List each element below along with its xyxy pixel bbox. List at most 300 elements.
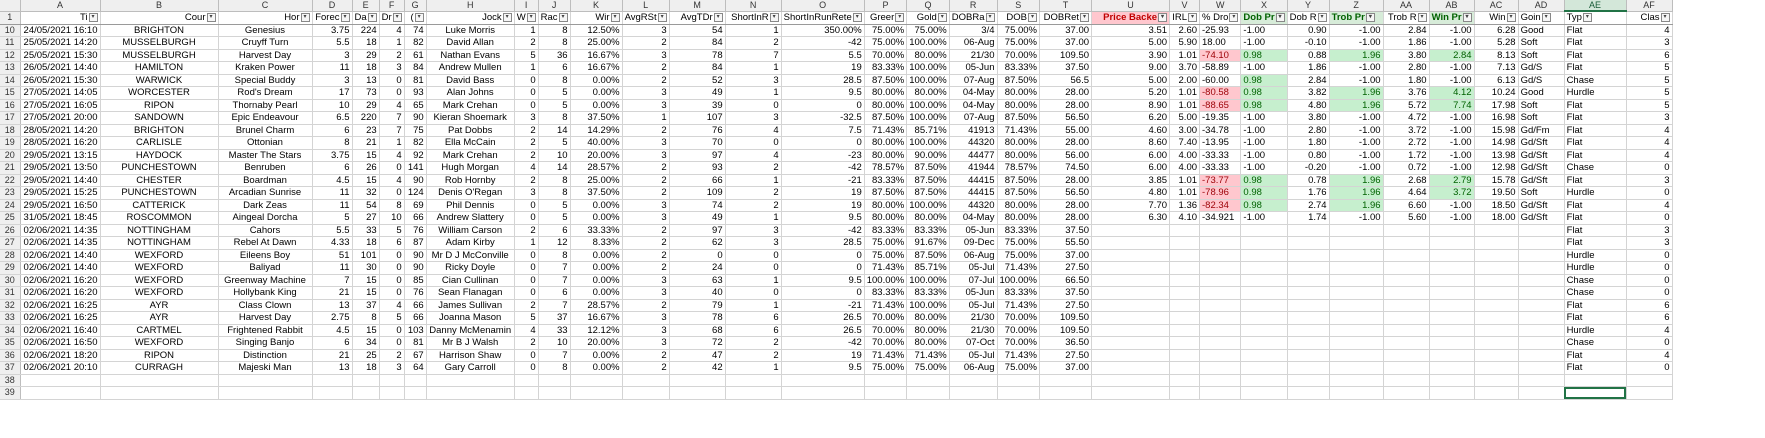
cell[interactable] — [1518, 312, 1564, 325]
cell[interactable]: 19.50 — [1474, 187, 1518, 200]
cell[interactable]: 40.00% — [570, 137, 622, 150]
cell[interactable]: -34.78 — [1200, 124, 1241, 137]
cell[interactable]: 5.00 — [1170, 112, 1200, 125]
cell[interactable] — [622, 387, 669, 400]
cell[interactable]: 76 — [404, 287, 426, 300]
cell[interactable]: 21 — [352, 137, 379, 150]
cell[interactable] — [1429, 387, 1474, 400]
cell[interactable]: Distinction — [218, 349, 312, 362]
cell[interactable]: 80.00% — [864, 199, 907, 212]
cell[interactable]: 33 — [538, 324, 570, 337]
cell[interactable] — [1626, 374, 1672, 387]
cell[interactable]: 90 — [404, 262, 426, 275]
cell[interactable] — [1287, 312, 1329, 325]
cell[interactable]: 2 — [622, 187, 669, 200]
cell[interactable]: 71.43% — [997, 299, 1040, 312]
cell[interactable]: 54 — [669, 24, 725, 37]
header-cell[interactable] — [1040, 11, 1092, 24]
cell[interactable]: Chase — [1564, 74, 1626, 87]
column-header-f[interactable]: F — [379, 0, 404, 11]
cell[interactable]: 1.76 — [1287, 187, 1329, 200]
cell[interactable]: Flat — [1564, 212, 1626, 225]
cell[interactable]: 4 — [725, 149, 781, 162]
cell[interactable]: 75.00% — [997, 362, 1040, 375]
cell[interactable] — [1241, 349, 1287, 362]
cell[interactable] — [864, 387, 907, 400]
cell[interactable]: 2 — [514, 224, 538, 237]
cell[interactable]: Flat — [1564, 37, 1626, 50]
cell[interactable]: 24 — [669, 262, 725, 275]
cell[interactable]: Gd/Sft — [1518, 212, 1564, 225]
cell[interactable]: 05-Jun — [949, 287, 997, 300]
cell[interactable]: Hurdle — [1564, 87, 1626, 100]
cell[interactable] — [1429, 274, 1474, 287]
cell[interactable]: 66 — [669, 174, 725, 187]
cell[interactable] — [1474, 312, 1518, 325]
cell[interactable]: 4.80 — [1287, 99, 1329, 112]
cell[interactable]: 0 — [1626, 337, 1672, 350]
cell[interactable]: 7.70 — [1092, 199, 1170, 212]
cell[interactable]: 224 — [352, 24, 379, 37]
cell[interactable] — [725, 387, 781, 400]
header-cell[interactable] — [1329, 11, 1383, 24]
cell[interactable]: 2 — [514, 337, 538, 350]
cell[interactable]: 71.43% — [864, 124, 907, 137]
cell[interactable]: Cruyff Turn — [218, 37, 312, 50]
cell[interactable]: 80.00% — [907, 324, 950, 337]
cell[interactable]: Harrison Shaw — [426, 349, 514, 362]
cell[interactable]: 28.57% — [570, 162, 622, 175]
cell[interactable]: 75.00% — [907, 362, 950, 375]
cell[interactable]: 3 — [312, 74, 352, 87]
cell[interactable]: 0 — [1626, 287, 1672, 300]
cell[interactable]: -1.00 — [1241, 162, 1287, 175]
column-header-t[interactable]: T — [1040, 0, 1092, 11]
cell[interactable]: 7.74 — [1429, 99, 1474, 112]
cell[interactable]: 5 — [379, 224, 404, 237]
cell[interactable]: -32.5 — [781, 112, 864, 125]
cell[interactable]: 11 — [312, 187, 352, 200]
cell[interactable] — [404, 374, 426, 387]
cell[interactable]: William Carson — [426, 224, 514, 237]
cell[interactable]: 9.5 — [781, 212, 864, 225]
row-header[interactable]: 26 — [0, 224, 20, 237]
cell[interactable]: -60.00 — [1200, 74, 1241, 87]
header-cell[interactable] — [1626, 11, 1672, 24]
cell[interactable]: 69 — [404, 199, 426, 212]
cell[interactable]: 1 — [725, 362, 781, 375]
cell[interactable] — [426, 387, 514, 400]
cell[interactable] — [1200, 337, 1241, 350]
column-header-d[interactable]: D — [312, 0, 352, 11]
filter-dropdown-icon[interactable]: ▾ — [207, 13, 216, 22]
cell[interactable]: 02/06/2021 20:10 — [20, 362, 100, 375]
cell[interactable]: -88.65 — [1200, 99, 1241, 112]
cell[interactable]: 100.00% — [907, 74, 950, 87]
cell[interactable]: 90 — [404, 112, 426, 125]
cell[interactable]: 2 — [622, 174, 669, 187]
filter-dropdown-icon[interactable]: ▾ — [1583, 13, 1592, 22]
filter-dropdown-icon[interactable]: ▾ — [1507, 13, 1516, 22]
cell[interactable]: 19 — [781, 187, 864, 200]
cell[interactable] — [1564, 387, 1626, 400]
cell[interactable]: 80.00% — [907, 312, 950, 325]
cell[interactable]: 75.00% — [864, 249, 907, 262]
column-header-c[interactable]: C — [218, 0, 312, 11]
cell[interactable]: Majeski Man — [218, 362, 312, 375]
cell[interactable]: 87.50% — [907, 174, 950, 187]
column-header-ad[interactable]: AD — [1518, 0, 1564, 11]
column-header-ab[interactable]: AB — [1429, 0, 1474, 11]
header-cell[interactable] — [1170, 11, 1200, 24]
row-header[interactable]: 27 — [0, 237, 20, 250]
column-header-x[interactable]: X — [1241, 0, 1287, 11]
cell[interactable]: 7.40 — [1170, 137, 1200, 150]
cell[interactable] — [1287, 274, 1329, 287]
cell[interactable] — [1092, 224, 1170, 237]
filter-dropdown-icon[interactable]: ▾ — [415, 13, 424, 22]
cell[interactable]: 83.33% — [997, 224, 1040, 237]
cell[interactable]: Chase — [1564, 337, 1626, 350]
column-header-g[interactable]: G — [404, 0, 426, 11]
cell[interactable]: 5 — [312, 212, 352, 225]
cell[interactable]: 0.98 — [1241, 87, 1287, 100]
cell[interactable]: 52 — [669, 74, 725, 87]
cell[interactable]: 13.98 — [1474, 149, 1518, 162]
cell[interactable]: Phil Dennis — [426, 199, 514, 212]
cell[interactable] — [1474, 299, 1518, 312]
column-header-a[interactable]: A — [20, 0, 100, 11]
cell[interactable]: 41913 — [949, 124, 997, 137]
cell[interactable]: 5 — [538, 199, 570, 212]
cell[interactable]: Kieran Shoemark — [426, 112, 514, 125]
cell[interactable]: 26/05/2021 15:30 — [20, 74, 100, 87]
cell[interactable]: BRIGHTON — [100, 24, 218, 37]
cell[interactable]: 7 — [725, 49, 781, 62]
cell[interactable]: Pat Dobbs — [426, 124, 514, 137]
cell[interactable]: Class Clown — [218, 299, 312, 312]
cell[interactable]: 31/05/2021 18:45 — [20, 212, 100, 225]
cell[interactable] — [864, 374, 907, 387]
cell[interactable]: PUNCHESTOWN — [100, 162, 218, 175]
cell[interactable]: 02/06/2021 16:40 — [20, 324, 100, 337]
column-header-aa[interactable]: AA — [1383, 0, 1429, 11]
header-cell[interactable] — [781, 11, 864, 24]
row-header[interactable]: 10 — [0, 24, 20, 37]
header-cell[interactable] — [538, 11, 570, 24]
cell[interactable]: 28.5 — [781, 237, 864, 250]
cell[interactable]: Hurdle — [1564, 262, 1626, 275]
cell[interactable] — [1329, 324, 1383, 337]
cell[interactable]: 02/06/2021 14:40 — [20, 262, 100, 275]
cell[interactable]: 0 — [514, 287, 538, 300]
cell[interactable]: 0.98 — [1241, 199, 1287, 212]
cell[interactable]: -25.93 — [1200, 24, 1241, 37]
cell[interactable] — [1474, 287, 1518, 300]
cell[interactable]: 70.00% — [997, 312, 1040, 325]
cell[interactable]: Rebel At Dawn — [218, 237, 312, 250]
cell[interactable]: 21 — [312, 287, 352, 300]
cell[interactable]: -34.921 — [1200, 212, 1241, 225]
cell[interactable] — [20, 387, 100, 400]
cell[interactable]: 75 — [404, 124, 426, 137]
cell[interactable]: 1.01 — [1170, 174, 1200, 187]
cell[interactable]: -1.00 — [1241, 149, 1287, 162]
cell[interactable]: 17.98 — [1474, 99, 1518, 112]
cell[interactable]: Frightened Rabbit — [218, 324, 312, 337]
filter-dropdown-icon[interactable]: ▾ — [1366, 13, 1375, 22]
cell[interactable]: 100.00% — [864, 274, 907, 287]
cell[interactable]: 44477 — [949, 149, 997, 162]
cell[interactable] — [1241, 249, 1287, 262]
cell[interactable]: 6.60 — [1383, 199, 1429, 212]
cell[interactable]: -1.00 — [1329, 137, 1383, 150]
cell[interactable]: 80.00% — [997, 199, 1040, 212]
cell[interactable]: 25/05/2021 14:20 — [20, 37, 100, 50]
cell[interactable]: Flat — [1564, 299, 1626, 312]
cell[interactable]: 79 — [669, 299, 725, 312]
cell[interactable]: 18.00 — [1200, 37, 1241, 50]
select-all-corner[interactable] — [0, 0, 20, 11]
cell[interactable] — [1092, 287, 1170, 300]
cell[interactable] — [312, 387, 352, 400]
cell[interactable]: 15 — [352, 324, 379, 337]
cell[interactable]: 2 — [622, 349, 669, 362]
cell[interactable] — [1329, 374, 1383, 387]
cell[interactable]: -42 — [781, 224, 864, 237]
cell[interactable]: Eileens Boy — [218, 249, 312, 262]
filter-dropdown-icon[interactable]: ▾ — [393, 13, 402, 22]
cell[interactable]: 2.72 — [1383, 137, 1429, 150]
cell[interactable]: 101 — [352, 249, 379, 262]
row-header-1[interactable]: 1 — [0, 11, 20, 24]
cell[interactable]: 0.00% — [570, 87, 622, 100]
cell[interactable]: 87.50% — [997, 74, 1040, 87]
cell[interactable]: -0.20 — [1287, 162, 1329, 175]
cell[interactable]: 0 — [1626, 274, 1672, 287]
cell[interactable]: 41944 — [949, 162, 997, 175]
cell[interactable]: Soft — [1518, 187, 1564, 200]
cell[interactable]: 83.33% — [864, 224, 907, 237]
cell[interactable]: 1 — [725, 24, 781, 37]
cell[interactable] — [1474, 374, 1518, 387]
cell[interactable]: 37.50 — [1040, 62, 1092, 75]
cell[interactable] — [1241, 312, 1287, 325]
header-cell[interactable] — [1518, 11, 1564, 24]
cell[interactable]: 9.5 — [781, 362, 864, 375]
cell[interactable] — [352, 374, 379, 387]
cell[interactable]: 6 — [538, 224, 570, 237]
cell[interactable]: 2.60 — [1170, 24, 1200, 37]
cell[interactable] — [1383, 337, 1429, 350]
cell[interactable]: 1.01 — [1170, 87, 1200, 100]
cell[interactable]: Chase — [1564, 274, 1626, 287]
cell[interactable]: -33.33 — [1200, 149, 1241, 162]
cell[interactable]: 82 — [404, 137, 426, 150]
cell[interactable]: HAYDOCK — [100, 149, 218, 162]
cell[interactable]: 2 — [622, 74, 669, 87]
row-header[interactable]: 25 — [0, 212, 20, 225]
cell[interactable]: 66 — [404, 312, 426, 325]
cell[interactable] — [907, 387, 950, 400]
cell[interactable]: 3 — [622, 87, 669, 100]
cell[interactable]: 8.33% — [570, 237, 622, 250]
row-header[interactable]: 11 — [0, 37, 20, 50]
column-header-h[interactable]: H — [426, 0, 514, 11]
cell[interactable]: 26.5 — [781, 312, 864, 325]
cell[interactable]: RIPON — [100, 99, 218, 112]
cell[interactable]: 15 — [352, 274, 379, 287]
cell[interactable]: 3.75 — [312, 149, 352, 162]
cell[interactable] — [1200, 362, 1241, 375]
cell[interactable] — [1329, 312, 1383, 325]
cell[interactable]: 71.43% — [864, 349, 907, 362]
cell[interactable]: -1.00 — [1241, 137, 1287, 150]
cell[interactable]: 80.00% — [997, 212, 1040, 225]
cell[interactable]: 56.5 — [1040, 74, 1092, 87]
cell[interactable]: 0 — [379, 337, 404, 350]
cell[interactable] — [781, 374, 864, 387]
cell[interactable]: ROSCOMMON — [100, 212, 218, 225]
cell[interactable]: 7 — [538, 262, 570, 275]
cell[interactable]: -21 — [781, 299, 864, 312]
cell[interactable]: Hurdle — [1564, 187, 1626, 200]
cell[interactable] — [1287, 237, 1329, 250]
row-header[interactable]: 37 — [0, 362, 20, 375]
row-header[interactable]: 35 — [0, 337, 20, 350]
cell[interactable]: 87.50% — [997, 174, 1040, 187]
cell[interactable]: 04-May — [949, 87, 997, 100]
cell[interactable] — [1200, 262, 1241, 275]
cell[interactable]: 5 — [379, 312, 404, 325]
cell[interactable]: 0 — [514, 199, 538, 212]
cell[interactable]: 1.80 — [1383, 74, 1429, 87]
cell[interactable] — [1429, 337, 1474, 350]
cell[interactable]: 83.33% — [864, 62, 907, 75]
cell[interactable]: 5.20 — [1092, 87, 1170, 100]
cell[interactable]: 2 — [725, 37, 781, 50]
cell[interactable]: -1.00 — [1429, 124, 1474, 137]
cell[interactable]: 3 — [622, 324, 669, 337]
cell[interactable] — [1092, 374, 1170, 387]
cell[interactable]: Gd/S — [1518, 74, 1564, 87]
cell[interactable]: 3/4 — [949, 24, 997, 37]
cell[interactable]: 2 — [514, 137, 538, 150]
cell[interactable]: 5 — [514, 312, 538, 325]
cell[interactable]: -1.00 — [1241, 37, 1287, 50]
cell[interactable]: 37.00 — [1040, 24, 1092, 37]
cell[interactable] — [1092, 312, 1170, 325]
cell[interactable]: 02/06/2021 16:20 — [20, 287, 100, 300]
cell[interactable]: 11 — [312, 199, 352, 212]
cell[interactable] — [949, 387, 997, 400]
filter-dropdown-icon[interactable]: ▾ — [714, 13, 723, 22]
column-header-k[interactable]: K — [570, 0, 622, 11]
column-header-u[interactable]: U — [1092, 0, 1170, 11]
cell[interactable] — [426, 374, 514, 387]
cell[interactable] — [1170, 224, 1200, 237]
cell[interactable]: 4 — [1626, 149, 1672, 162]
cell[interactable]: -1.00 — [1429, 74, 1474, 87]
header-cell[interactable] — [379, 11, 404, 24]
cell[interactable]: Baliyad — [218, 262, 312, 275]
cell[interactable]: 28/05/2021 16:20 — [20, 137, 100, 150]
cell[interactable]: 1.36 — [1170, 199, 1200, 212]
cell[interactable]: 5 — [538, 212, 570, 225]
cell[interactable]: 19 — [781, 62, 864, 75]
cell[interactable]: 28.5 — [781, 74, 864, 87]
cell[interactable] — [1429, 349, 1474, 362]
cell[interactable]: 2.84 — [1287, 74, 1329, 87]
column-header-n[interactable]: N — [725, 0, 781, 11]
cell[interactable]: 0 — [1626, 249, 1672, 262]
cell[interactable] — [725, 374, 781, 387]
cell[interactable]: 3 — [622, 149, 669, 162]
cell[interactable] — [1474, 237, 1518, 250]
header-cell[interactable] — [352, 11, 379, 24]
cell[interactable]: 100.00% — [907, 62, 950, 75]
cell[interactable]: NOTTINGHAM — [100, 237, 218, 250]
row-header[interactable]: 24 — [0, 199, 20, 212]
column-header-af[interactable]: AF — [1626, 0, 1672, 11]
cell[interactable]: 71.43% — [907, 349, 950, 362]
cell[interactable] — [1329, 387, 1383, 400]
cell[interactable]: 220 — [352, 112, 379, 125]
cell[interactable] — [1092, 324, 1170, 337]
cell[interactable]: 02/06/2021 16:50 — [20, 337, 100, 350]
cell[interactable]: 4.5 — [312, 174, 352, 187]
cell[interactable]: 6 — [1626, 49, 1672, 62]
cell[interactable]: 29/05/2021 16:50 — [20, 199, 100, 212]
cell[interactable]: 3 — [622, 24, 669, 37]
row-header[interactable]: 19 — [0, 137, 20, 150]
cell[interactable]: 2 — [514, 299, 538, 312]
cell[interactable]: 78.57% — [864, 162, 907, 175]
cell[interactable]: 4 — [379, 149, 404, 162]
column-header-e[interactable]: E — [352, 0, 379, 11]
filter-dropdown-icon[interactable]: ▾ — [611, 13, 620, 22]
cell[interactable]: 350.00% — [781, 24, 864, 37]
cell[interactable]: 26/05/2021 14:40 — [20, 62, 100, 75]
cell[interactable]: Chase — [1564, 287, 1626, 300]
cell[interactable]: 2 — [725, 337, 781, 350]
cell[interactable]: 11 — [312, 62, 352, 75]
cell[interactable] — [1241, 387, 1287, 400]
cell[interactable]: 0 — [781, 262, 864, 275]
cell[interactable]: 12.12% — [570, 324, 622, 337]
cell[interactable]: 97 — [669, 224, 725, 237]
cell[interactable]: 10 — [538, 149, 570, 162]
cell[interactable]: 18 — [352, 362, 379, 375]
cell[interactable]: 15 — [352, 174, 379, 187]
cell[interactable]: 3.51 — [1092, 24, 1170, 37]
cell[interactable]: 37.50% — [570, 187, 622, 200]
cell[interactable]: 25.00% — [570, 174, 622, 187]
filter-dropdown-icon[interactable]: ▾ — [1463, 13, 1472, 22]
cell[interactable] — [538, 374, 570, 387]
cell[interactable]: 19 — [781, 349, 864, 362]
cell[interactable]: 4.00 — [1170, 149, 1200, 162]
cell[interactable]: AYR — [100, 312, 218, 325]
cell[interactable]: 1 — [725, 87, 781, 100]
cell[interactable]: 76 — [669, 124, 725, 137]
cell[interactable] — [1092, 262, 1170, 275]
cell[interactable]: 12.50% — [570, 24, 622, 37]
cell[interactable]: Soft — [1518, 112, 1564, 125]
cell[interactable]: 3.90 — [1092, 49, 1170, 62]
cell[interactable]: 0.00% — [570, 212, 622, 225]
cell[interactable]: 0.00% — [570, 262, 622, 275]
